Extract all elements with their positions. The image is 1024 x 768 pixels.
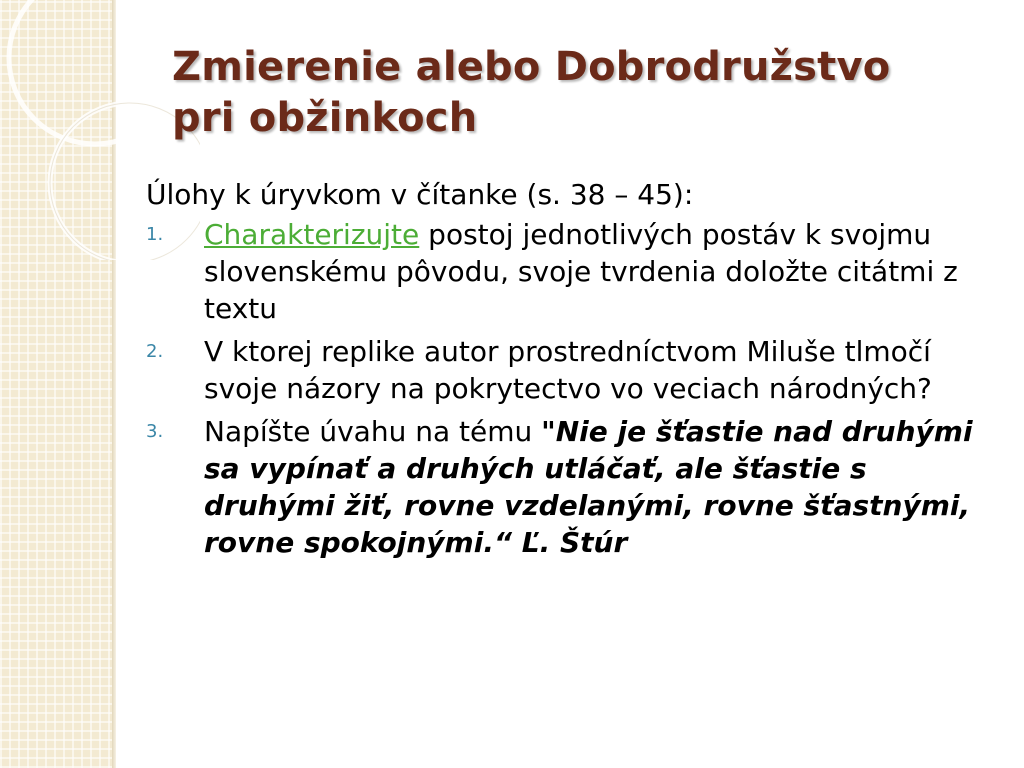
- slide-title-line-1: Zmierenie alebo Dobrodružstvo: [172, 44, 891, 90]
- list-number: 1.: [146, 224, 164, 245]
- list-item: [146, 216, 986, 327]
- slide-title: [172, 42, 992, 144]
- list-number: 2.: [146, 341, 164, 362]
- item-text: V ktorej replike autor prostredníctvom Miluše tlmočí svoje názory na pokrytectvo vo veciach národných?: [204, 335, 932, 405]
- list-number: 3.: [146, 421, 164, 442]
- item-text: Napíšte úvahu na tému: [204, 415, 542, 448]
- item-text: postoj jednotlivých postáv k svojmu slovenskému pôvodu, svoje tvrdenia doložte citátmi z textu: [204, 218, 958, 325]
- slide-body: [146, 176, 986, 567]
- intro-text: Úlohy k úryvkom v čítanke (s. 38 – 45):: [146, 178, 694, 211]
- list-item: [146, 413, 986, 561]
- slide-title-line-2: pri obžinkoch: [172, 95, 478, 141]
- task-list: [146, 216, 986, 561]
- stur-quote: "Nie je šťastie nad druhými sa vypínať a druhých utláčať, ale šťastie s druhými žiť, rovne vzdelanými, rovne šťastnými, rovne spokojnými.“ Ľ. Štúr: [204, 415, 973, 559]
- list-item: [146, 333, 986, 407]
- charakterizujte-link[interactable]: Charakterizujte: [204, 218, 420, 251]
